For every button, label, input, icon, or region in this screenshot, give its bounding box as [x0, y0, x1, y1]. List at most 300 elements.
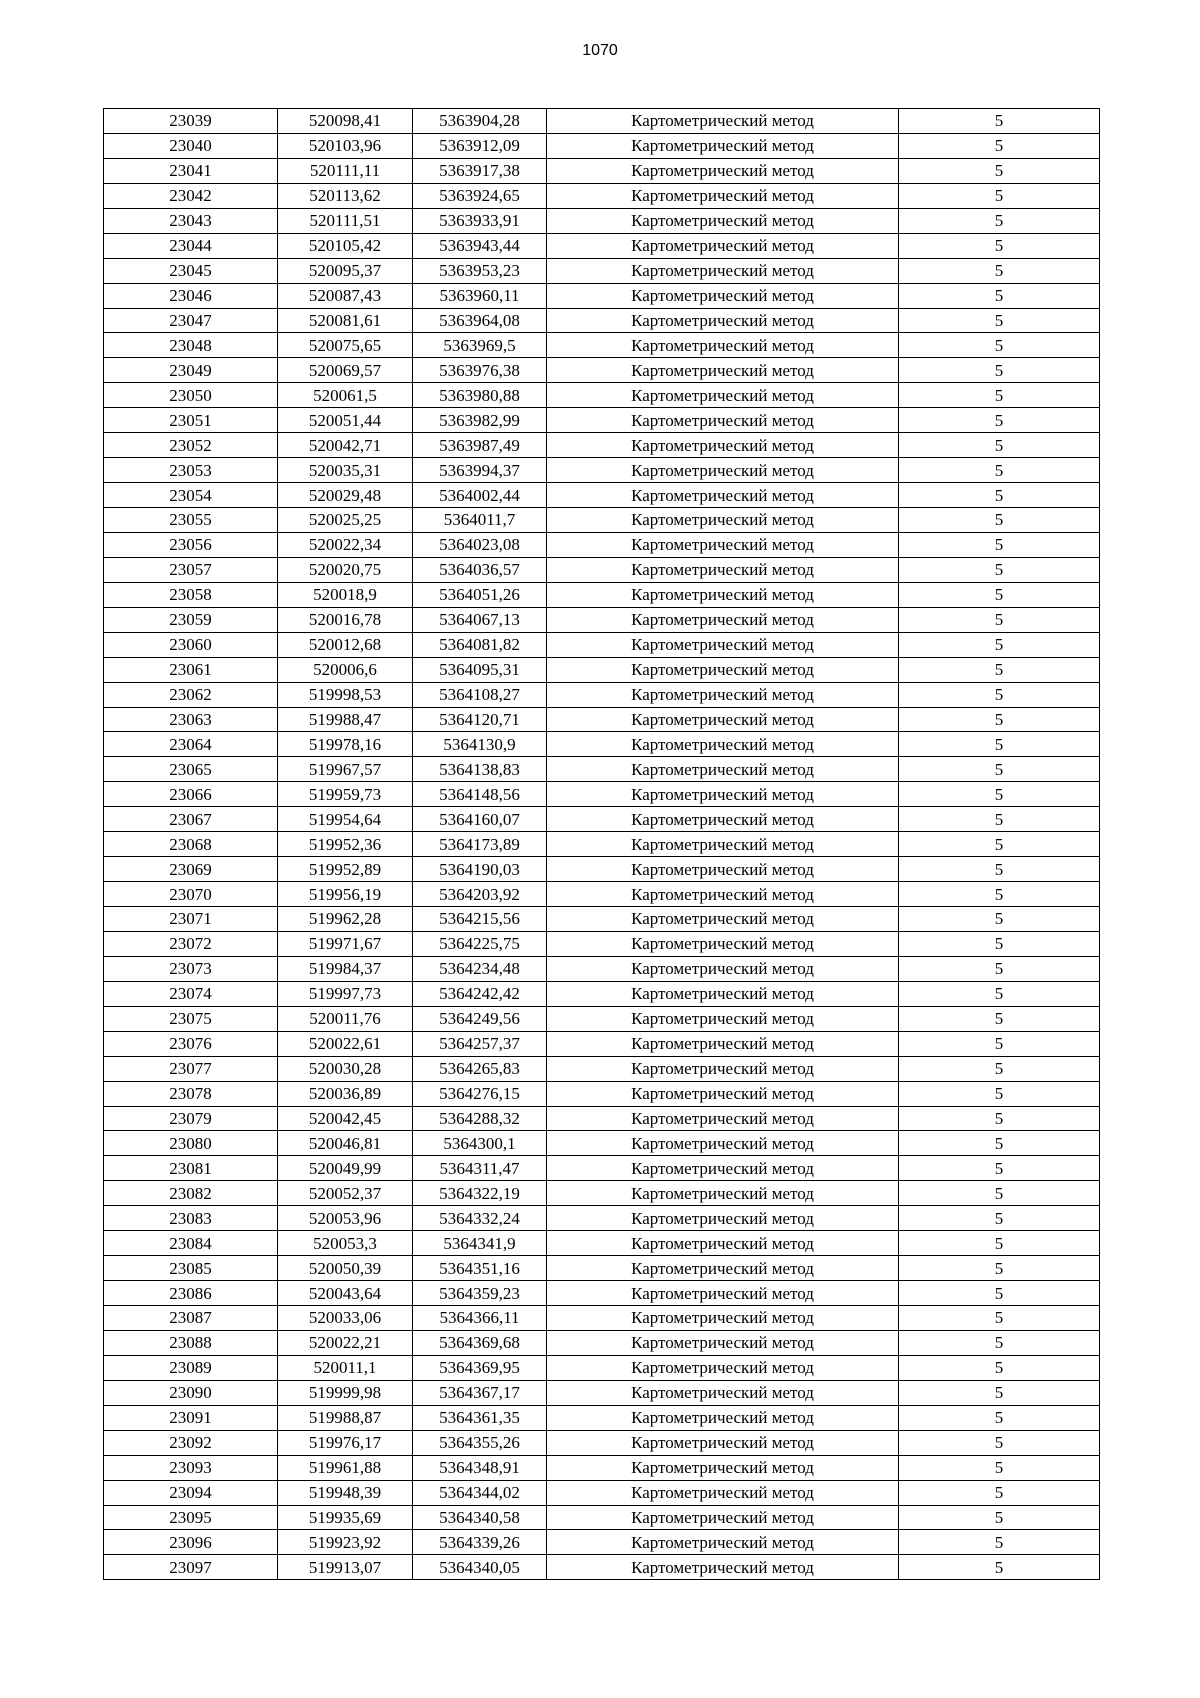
coordinates-table-body	[104, 109, 1100, 1580]
table-row	[104, 1006, 1100, 1031]
method-cell: Картометрический метод	[547, 757, 899, 782]
accuracy-cell: 5	[899, 1530, 1100, 1555]
point-number-cell: 23093	[104, 1455, 278, 1480]
method-cell: Картометрический метод	[547, 1231, 899, 1256]
method-cell: Картометрический метод	[547, 931, 899, 956]
x-coordinate-cell: 519961,88	[278, 1455, 413, 1480]
table-row	[104, 483, 1100, 508]
point-number-cell: 23071	[104, 907, 278, 932]
table-row	[104, 133, 1100, 158]
method-cell: Картометрический метод	[547, 258, 899, 283]
method-cell: Картометрический метод	[547, 333, 899, 358]
table-row	[104, 1480, 1100, 1505]
y-coordinate-cell: 5363953,23	[413, 258, 547, 283]
x-coordinate-cell: 520053,3	[278, 1231, 413, 1256]
table-row	[104, 757, 1100, 782]
point-number-cell: 23072	[104, 931, 278, 956]
table-row	[104, 882, 1100, 907]
method-cell: Картометрический метод	[547, 458, 899, 483]
point-number-cell: 23096	[104, 1530, 278, 1555]
accuracy-cell: 5	[899, 1330, 1100, 1355]
point-number-cell: 23086	[104, 1281, 278, 1306]
point-number-cell: 23064	[104, 732, 278, 757]
point-number-cell: 23046	[104, 283, 278, 308]
y-coordinate-cell: 5363994,37	[413, 458, 547, 483]
x-coordinate-cell: 520042,71	[278, 433, 413, 458]
x-coordinate-cell: 520046,81	[278, 1131, 413, 1156]
accuracy-cell: 5	[899, 607, 1100, 632]
method-cell: Картометрический метод	[547, 532, 899, 557]
x-coordinate-cell: 520075,65	[278, 333, 413, 358]
table-row	[104, 408, 1100, 433]
accuracy-cell: 5	[899, 1355, 1100, 1380]
accuracy-cell: 5	[899, 956, 1100, 981]
accuracy-cell: 5	[899, 931, 1100, 956]
y-coordinate-cell: 5364011,7	[413, 508, 547, 533]
method-cell: Картометрический метод	[547, 133, 899, 158]
y-coordinate-cell: 5364355,26	[413, 1430, 547, 1455]
y-coordinate-cell: 5363969,5	[413, 333, 547, 358]
table-row	[104, 258, 1100, 283]
y-coordinate-cell: 5364108,27	[413, 682, 547, 707]
method-cell: Картометрический метод	[547, 1106, 899, 1131]
y-coordinate-cell: 5364366,11	[413, 1306, 547, 1331]
accuracy-cell: 5	[899, 508, 1100, 533]
x-coordinate-cell: 520011,1	[278, 1355, 413, 1380]
method-cell: Картометрический метод	[547, 632, 899, 657]
method-cell: Картометрический метод	[547, 1530, 899, 1555]
table-row	[104, 1555, 1100, 1580]
y-coordinate-cell: 5364332,24	[413, 1206, 547, 1231]
y-coordinate-cell: 5364341,9	[413, 1231, 547, 1256]
accuracy-cell: 5	[899, 1231, 1100, 1256]
accuracy-cell: 5	[899, 981, 1100, 1006]
accuracy-cell: 5	[899, 1505, 1100, 1530]
x-coordinate-cell: 519959,73	[278, 782, 413, 807]
method-cell: Картометрический метод	[547, 1480, 899, 1505]
y-coordinate-cell: 5364036,57	[413, 557, 547, 582]
point-number-cell: 23065	[104, 757, 278, 782]
x-coordinate-cell: 520029,48	[278, 483, 413, 508]
point-number-cell: 23054	[104, 483, 278, 508]
x-coordinate-cell: 520061,5	[278, 383, 413, 408]
point-number-cell: 23062	[104, 682, 278, 707]
x-coordinate-cell: 519971,67	[278, 931, 413, 956]
table-row	[104, 109, 1100, 134]
accuracy-cell: 5	[899, 208, 1100, 233]
method-cell: Картометрический метод	[547, 1181, 899, 1206]
method-cell: Картометрический метод	[547, 956, 899, 981]
point-number-cell: 23043	[104, 208, 278, 233]
method-cell: Картометрический метод	[547, 981, 899, 1006]
point-number-cell: 23049	[104, 358, 278, 383]
point-number-cell: 23085	[104, 1256, 278, 1281]
y-coordinate-cell: 5363933,91	[413, 208, 547, 233]
table-row	[104, 981, 1100, 1006]
accuracy-cell: 5	[899, 183, 1100, 208]
y-coordinate-cell: 5364023,08	[413, 532, 547, 557]
y-coordinate-cell: 5363987,49	[413, 433, 547, 458]
y-coordinate-cell: 5363912,09	[413, 133, 547, 158]
y-coordinate-cell: 5364225,75	[413, 931, 547, 956]
x-coordinate-cell: 519988,87	[278, 1405, 413, 1430]
accuracy-cell: 5	[899, 233, 1100, 258]
table-row	[104, 1306, 1100, 1331]
table-row	[104, 1231, 1100, 1256]
y-coordinate-cell: 5364067,13	[413, 607, 547, 632]
x-coordinate-cell: 520020,75	[278, 557, 413, 582]
x-coordinate-cell: 520022,61	[278, 1031, 413, 1056]
table-row	[104, 1355, 1100, 1380]
y-coordinate-cell: 5364351,16	[413, 1256, 547, 1281]
accuracy-cell: 5	[899, 1380, 1100, 1405]
method-cell: Картометрический метод	[547, 807, 899, 832]
point-number-cell: 23094	[104, 1480, 278, 1505]
table-row	[104, 158, 1100, 183]
point-number-cell: 23063	[104, 707, 278, 732]
point-number-cell: 23058	[104, 582, 278, 607]
x-coordinate-cell: 520111,51	[278, 208, 413, 233]
table-row	[104, 1281, 1100, 1306]
y-coordinate-cell: 5364322,19	[413, 1181, 547, 1206]
y-coordinate-cell: 5364265,83	[413, 1056, 547, 1081]
method-cell: Картометрический метод	[547, 1430, 899, 1455]
y-coordinate-cell: 5364234,48	[413, 956, 547, 981]
point-number-cell: 23066	[104, 782, 278, 807]
y-coordinate-cell: 5364340,58	[413, 1505, 547, 1530]
point-number-cell: 23059	[104, 607, 278, 632]
point-number-cell: 23075	[104, 1006, 278, 1031]
table-row	[104, 657, 1100, 682]
y-coordinate-cell: 5363943,44	[413, 233, 547, 258]
x-coordinate-cell: 520113,62	[278, 183, 413, 208]
accuracy-cell: 5	[899, 807, 1100, 832]
method-cell: Картометрический метод	[547, 1330, 899, 1355]
accuracy-cell: 5	[899, 1056, 1100, 1081]
y-coordinate-cell: 5364148,56	[413, 782, 547, 807]
table-row	[104, 1181, 1100, 1206]
accuracy-cell: 5	[899, 483, 1100, 508]
method-cell: Картометрический метод	[547, 732, 899, 757]
point-number-cell: 23087	[104, 1306, 278, 1331]
point-number-cell: 23039	[104, 109, 278, 134]
method-cell: Картометрический метод	[547, 283, 899, 308]
table-row	[104, 607, 1100, 632]
x-coordinate-cell: 519988,47	[278, 707, 413, 732]
point-number-cell: 23040	[104, 133, 278, 158]
point-number-cell: 23080	[104, 1131, 278, 1156]
method-cell: Картометрический метод	[547, 508, 899, 533]
accuracy-cell: 5	[899, 333, 1100, 358]
x-coordinate-cell: 519998,53	[278, 682, 413, 707]
method-cell: Картометрический метод	[547, 1405, 899, 1430]
table-row	[104, 1031, 1100, 1056]
table-row	[104, 1530, 1100, 1555]
method-cell: Картометрический метод	[547, 158, 899, 183]
x-coordinate-cell: 520016,78	[278, 607, 413, 632]
table-row	[104, 333, 1100, 358]
x-coordinate-cell: 520105,42	[278, 233, 413, 258]
method-cell: Картометрический метод	[547, 1281, 899, 1306]
accuracy-cell: 5	[899, 133, 1100, 158]
method-cell: Картометрический метод	[547, 109, 899, 134]
point-number-cell: 23055	[104, 508, 278, 533]
table-row	[104, 1330, 1100, 1355]
accuracy-cell: 5	[899, 1281, 1100, 1306]
point-number-cell: 23082	[104, 1181, 278, 1206]
table-row	[104, 857, 1100, 882]
accuracy-cell: 5	[899, 757, 1100, 782]
accuracy-cell: 5	[899, 657, 1100, 682]
x-coordinate-cell: 520006,6	[278, 657, 413, 682]
table-row	[104, 308, 1100, 333]
accuracy-cell: 5	[899, 1306, 1100, 1331]
table-row	[104, 208, 1100, 233]
y-coordinate-cell: 5364369,95	[413, 1355, 547, 1380]
table-row	[104, 1505, 1100, 1530]
method-cell: Картометрический метод	[547, 483, 899, 508]
accuracy-cell: 5	[899, 308, 1100, 333]
method-cell: Картометрический метод	[547, 557, 899, 582]
point-number-cell: 23060	[104, 632, 278, 657]
x-coordinate-cell: 519984,37	[278, 956, 413, 981]
y-coordinate-cell: 5364276,15	[413, 1081, 547, 1106]
x-coordinate-cell: 519967,57	[278, 757, 413, 782]
y-coordinate-cell: 5364160,07	[413, 807, 547, 832]
method-cell: Картометрический метод	[547, 208, 899, 233]
accuracy-cell: 5	[899, 582, 1100, 607]
table-row	[104, 532, 1100, 557]
table-row	[104, 1206, 1100, 1231]
accuracy-cell: 5	[899, 1256, 1100, 1281]
table-row	[104, 1106, 1100, 1131]
table-row	[104, 458, 1100, 483]
accuracy-cell: 5	[899, 1480, 1100, 1505]
x-coordinate-cell: 520081,61	[278, 308, 413, 333]
y-coordinate-cell: 5364095,31	[413, 657, 547, 682]
method-cell: Картометрический метод	[547, 1555, 899, 1580]
accuracy-cell: 5	[899, 1156, 1100, 1181]
x-coordinate-cell: 520011,76	[278, 1006, 413, 1031]
x-coordinate-cell: 520036,89	[278, 1081, 413, 1106]
y-coordinate-cell: 5363904,28	[413, 109, 547, 134]
y-coordinate-cell: 5364257,37	[413, 1031, 547, 1056]
point-number-cell: 23073	[104, 956, 278, 981]
method-cell: Картометрический метод	[547, 582, 899, 607]
method-cell: Картометрический метод	[547, 1131, 899, 1156]
point-number-cell: 23047	[104, 308, 278, 333]
method-cell: Картометрический метод	[547, 882, 899, 907]
accuracy-cell: 5	[899, 632, 1100, 657]
x-coordinate-cell: 519952,36	[278, 832, 413, 857]
point-number-cell: 23074	[104, 981, 278, 1006]
point-number-cell: 23044	[104, 233, 278, 258]
accuracy-cell: 5	[899, 109, 1100, 134]
x-coordinate-cell: 520012,68	[278, 632, 413, 657]
y-coordinate-cell: 5364339,26	[413, 1530, 547, 1555]
table-row	[104, 632, 1100, 657]
accuracy-cell: 5	[899, 383, 1100, 408]
accuracy-cell: 5	[899, 1181, 1100, 1206]
x-coordinate-cell: 520022,21	[278, 1330, 413, 1355]
x-coordinate-cell: 520111,11	[278, 158, 413, 183]
method-cell: Картометрический метод	[547, 433, 899, 458]
accuracy-cell: 5	[899, 158, 1100, 183]
table-row	[104, 832, 1100, 857]
table-row	[104, 582, 1100, 607]
table-row	[104, 931, 1100, 956]
method-cell: Картометрический метод	[547, 907, 899, 932]
x-coordinate-cell: 519997,73	[278, 981, 413, 1006]
method-cell: Картометрический метод	[547, 358, 899, 383]
x-coordinate-cell: 520050,39	[278, 1256, 413, 1281]
table-row	[104, 358, 1100, 383]
y-coordinate-cell: 5364367,17	[413, 1380, 547, 1405]
y-coordinate-cell: 5364173,89	[413, 832, 547, 857]
x-coordinate-cell: 520033,06	[278, 1306, 413, 1331]
accuracy-cell: 5	[899, 1006, 1100, 1031]
x-coordinate-cell: 520018,9	[278, 582, 413, 607]
x-coordinate-cell: 520025,25	[278, 508, 413, 533]
point-number-cell: 23092	[104, 1430, 278, 1455]
x-coordinate-cell: 520087,43	[278, 283, 413, 308]
method-cell: Картометрический метод	[547, 383, 899, 408]
page-number: 1070	[582, 42, 618, 59]
accuracy-cell: 5	[899, 1106, 1100, 1131]
x-coordinate-cell: 519923,92	[278, 1530, 413, 1555]
point-number-cell: 23041	[104, 158, 278, 183]
method-cell: Картометрический метод	[547, 1455, 899, 1480]
y-coordinate-cell: 5364249,56	[413, 1006, 547, 1031]
accuracy-cell: 5	[899, 832, 1100, 857]
y-coordinate-cell: 5363917,38	[413, 158, 547, 183]
y-coordinate-cell: 5363980,88	[413, 383, 547, 408]
x-coordinate-cell: 519935,69	[278, 1505, 413, 1530]
table-row	[104, 183, 1100, 208]
accuracy-cell: 5	[899, 557, 1100, 582]
y-coordinate-cell: 5364288,32	[413, 1106, 547, 1131]
table-row	[104, 682, 1100, 707]
table-row	[104, 1455, 1100, 1480]
method-cell: Картометрический метод	[547, 1206, 899, 1231]
x-coordinate-cell: 520022,34	[278, 532, 413, 557]
point-number-cell: 23078	[104, 1081, 278, 1106]
point-number-cell: 23097	[104, 1555, 278, 1580]
method-cell: Картометрический метод	[547, 1056, 899, 1081]
y-coordinate-cell: 5363924,65	[413, 183, 547, 208]
method-cell: Картометрический метод	[547, 832, 899, 857]
point-number-cell: 23069	[104, 857, 278, 882]
point-number-cell: 23095	[104, 1505, 278, 1530]
table-row	[104, 1430, 1100, 1455]
y-coordinate-cell: 5364300,1	[413, 1131, 547, 1156]
point-number-cell: 23052	[104, 433, 278, 458]
table-row	[104, 1056, 1100, 1081]
method-cell: Картометрический метод	[547, 1505, 899, 1530]
table-row	[104, 782, 1100, 807]
y-coordinate-cell: 5364311,47	[413, 1156, 547, 1181]
table-row	[104, 433, 1100, 458]
point-number-cell: 23068	[104, 832, 278, 857]
method-cell: Картометрический метод	[547, 1006, 899, 1031]
table-row	[104, 907, 1100, 932]
y-coordinate-cell: 5364359,23	[413, 1281, 547, 1306]
method-cell: Картометрический метод	[547, 408, 899, 433]
point-number-cell: 23088	[104, 1330, 278, 1355]
method-cell: Картометрический метод	[547, 782, 899, 807]
accuracy-cell: 5	[899, 1405, 1100, 1430]
x-coordinate-cell: 520049,99	[278, 1156, 413, 1181]
x-coordinate-cell: 520053,96	[278, 1206, 413, 1231]
y-coordinate-cell: 5364215,56	[413, 907, 547, 932]
y-coordinate-cell: 5364340,05	[413, 1555, 547, 1580]
table-row	[104, 1156, 1100, 1181]
method-cell: Картометрический метод	[547, 607, 899, 632]
x-coordinate-cell: 520030,28	[278, 1056, 413, 1081]
method-cell: Картометрический метод	[547, 233, 899, 258]
x-coordinate-cell: 520069,57	[278, 358, 413, 383]
point-number-cell: 23042	[104, 183, 278, 208]
accuracy-cell: 5	[899, 1555, 1100, 1580]
table-row	[104, 1081, 1100, 1106]
method-cell: Картометрический метод	[547, 657, 899, 682]
accuracy-cell: 5	[899, 782, 1100, 807]
point-number-cell: 23048	[104, 333, 278, 358]
table-row	[104, 956, 1100, 981]
accuracy-cell: 5	[899, 283, 1100, 308]
method-cell: Картометрический метод	[547, 308, 899, 333]
point-number-cell: 23084	[104, 1231, 278, 1256]
x-coordinate-cell: 520103,96	[278, 133, 413, 158]
point-number-cell: 23053	[104, 458, 278, 483]
y-coordinate-cell: 5364138,83	[413, 757, 547, 782]
accuracy-cell: 5	[899, 1081, 1100, 1106]
x-coordinate-cell: 520095,37	[278, 258, 413, 283]
x-coordinate-cell: 520098,41	[278, 109, 413, 134]
y-coordinate-cell: 5364190,03	[413, 857, 547, 882]
accuracy-cell: 5	[899, 532, 1100, 557]
y-coordinate-cell: 5364361,35	[413, 1405, 547, 1430]
table-row	[104, 707, 1100, 732]
table-row	[104, 557, 1100, 582]
method-cell: Картометрический метод	[547, 682, 899, 707]
point-number-cell: 23057	[104, 557, 278, 582]
y-coordinate-cell: 5364203,92	[413, 882, 547, 907]
accuracy-cell: 5	[899, 882, 1100, 907]
table-row	[104, 1131, 1100, 1156]
x-coordinate-cell: 520052,37	[278, 1181, 413, 1206]
y-coordinate-cell: 5364081,82	[413, 632, 547, 657]
accuracy-cell: 5	[899, 433, 1100, 458]
accuracy-cell: 5	[899, 1031, 1100, 1056]
x-coordinate-cell: 519962,28	[278, 907, 413, 932]
method-cell: Картометрический метод	[547, 183, 899, 208]
point-number-cell: 23061	[104, 657, 278, 682]
y-coordinate-cell: 5364051,26	[413, 582, 547, 607]
y-coordinate-cell: 5364369,68	[413, 1330, 547, 1355]
x-coordinate-cell: 519999,98	[278, 1380, 413, 1405]
table-row	[104, 1256, 1100, 1281]
point-number-cell: 23089	[104, 1355, 278, 1380]
point-number-cell: 23051	[104, 408, 278, 433]
y-coordinate-cell: 5363960,11	[413, 283, 547, 308]
accuracy-cell: 5	[899, 732, 1100, 757]
point-number-cell: 23067	[104, 807, 278, 832]
y-coordinate-cell: 5364002,44	[413, 483, 547, 508]
method-cell: Картометрический метод	[547, 1355, 899, 1380]
table-row	[104, 807, 1100, 832]
method-cell: Картометрический метод	[547, 707, 899, 732]
